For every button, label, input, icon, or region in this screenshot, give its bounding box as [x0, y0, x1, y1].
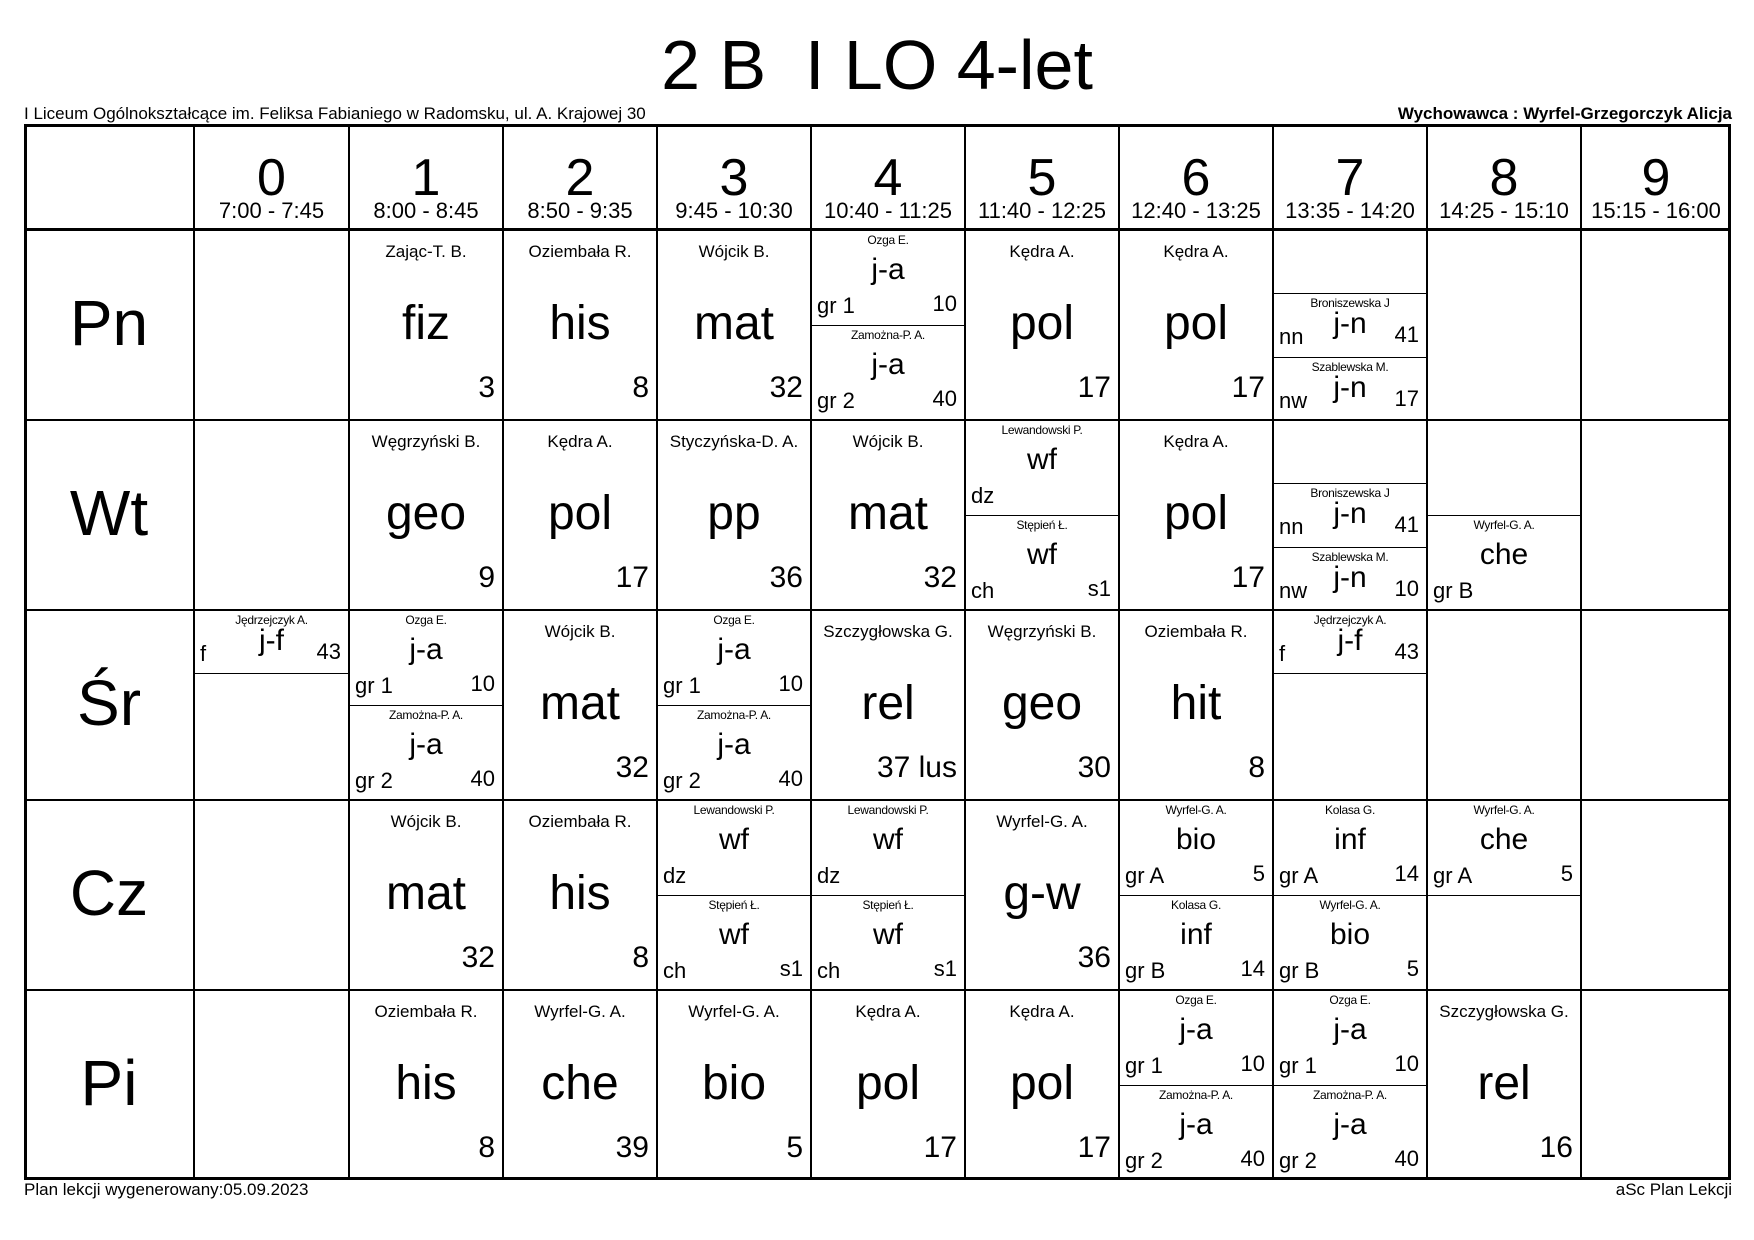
lesson-split	[1273, 293, 1427, 356]
lesson-room: 36	[769, 561, 803, 594]
lesson-subject: his	[549, 867, 611, 920]
class-tutor: Wychowawca : Wyrfel-Grzegorczyk Alicja	[1397, 104, 1732, 123]
split-subject: j-a	[409, 728, 443, 761]
split-teacher: Szablewska M.	[1311, 360, 1389, 374]
lesson-subject: pol	[1009, 297, 1075, 350]
lesson-split	[1119, 800, 1273, 895]
lesson-cell	[503, 420, 657, 610]
split-group: dz	[817, 863, 841, 888]
lesson-split	[194, 610, 349, 673]
lesson-room: 5	[786, 1131, 803, 1164]
lesson-room: 37 lus	[876, 751, 957, 784]
split-group: ch	[971, 578, 995, 603]
lesson-teacher: Węgrzyński B.	[371, 432, 481, 451]
lesson-teacher: Kędra A.	[1163, 242, 1229, 261]
split-subject: j-a	[1333, 1108, 1367, 1141]
split-subject: j-f	[1337, 624, 1363, 657]
lesson-subject: pol	[1163, 487, 1229, 540]
lesson-cell	[503, 990, 657, 1180]
grid-border-left	[24, 124, 27, 1180]
lesson-subject: geo	[1001, 677, 1083, 730]
lesson-cell	[965, 420, 1119, 610]
lesson-split	[811, 895, 965, 990]
split-teacher: Zamożna-P. A.	[1159, 1088, 1233, 1102]
software-credit: aSc Plan Lekcji	[1615, 1180, 1732, 1199]
lesson-split	[1273, 800, 1427, 895]
split-teacher: Szablewska M.	[1311, 550, 1389, 564]
split-subject: wf	[873, 823, 903, 856]
split-subject: che	[1479, 538, 1529, 571]
split-subject: wf	[719, 918, 749, 951]
lesson-room: 17	[1077, 371, 1111, 404]
split-subject: che	[1479, 823, 1529, 856]
lesson-split	[811, 230, 965, 325]
split-divider	[194, 673, 349, 674]
lesson-room: 32	[923, 561, 957, 594]
split-group: gr 1	[1125, 1053, 1163, 1078]
lesson-room: 17	[615, 561, 649, 594]
lesson-cell	[657, 610, 811, 800]
lesson-teacher: Wyrfel-G. A.	[996, 812, 1088, 831]
split-group: gr 2	[355, 768, 393, 793]
lesson-cell	[503, 800, 657, 990]
split-room: 43	[316, 639, 341, 664]
lesson-teacher: Węgrzyński B.	[987, 622, 1097, 641]
split-teacher: Wyrfel-G. A.	[1319, 898, 1381, 912]
split-teacher: Jędrzejczyk A.	[1313, 613, 1387, 627]
split-group: ch	[663, 958, 687, 983]
split-group: gr 1	[355, 673, 393, 698]
split-teacher: Kolasa G.	[1325, 803, 1375, 817]
lesson-room: 8	[478, 1131, 495, 1164]
split-teacher: Zamożna-P. A.	[1313, 1088, 1387, 1102]
split-subject: j-n	[1333, 307, 1367, 340]
lesson-cell	[1273, 230, 1427, 420]
lesson-cell	[349, 420, 503, 610]
split-teacher: Kolasa G.	[1171, 898, 1221, 912]
split-teacher: Jędrzejczyk A.	[235, 613, 308, 627]
day-label: Śr	[77, 667, 141, 739]
split-subject: j-a	[409, 633, 443, 666]
split-subject: wf	[873, 918, 903, 951]
lesson-cell	[503, 610, 657, 800]
lesson-cell	[349, 800, 503, 990]
split-group: f	[1279, 641, 1286, 666]
lesson-room: 9	[478, 561, 495, 594]
split-subject: bio	[1329, 918, 1371, 951]
period-time: 8:00 - 8:45	[373, 198, 479, 223]
lesson-cell	[811, 420, 965, 610]
split-group: gr B	[1125, 958, 1166, 983]
period-time: 7:00 - 7:45	[218, 198, 325, 223]
lesson-cell	[811, 800, 965, 990]
lesson-split	[349, 705, 503, 800]
split-teacher: Stępień Ł.	[1016, 518, 1068, 532]
lesson-teacher: Zając-T. B.	[385, 242, 467, 261]
lesson-cell	[349, 610, 503, 800]
lesson-subject: his	[395, 1057, 457, 1110]
split-subject: inf	[1180, 918, 1212, 951]
split-group: gr 2	[1125, 1148, 1163, 1173]
lesson-cell	[811, 990, 965, 1180]
split-group: dz	[971, 483, 995, 508]
lesson-room: 30	[1077, 751, 1111, 784]
split-group: ch	[817, 958, 841, 983]
lesson-teacher: Wójcik B.	[544, 622, 616, 641]
lesson-split	[1273, 357, 1427, 420]
lesson-split	[1273, 1085, 1427, 1180]
split-teacher: Zamożna-P. A.	[389, 708, 463, 722]
split-teacher: Stępień Ł.	[862, 898, 914, 912]
split-subject: j-n	[1333, 371, 1367, 404]
lesson-cell	[811, 230, 965, 420]
split-subject: wf	[719, 823, 749, 856]
lesson-subject: mat	[693, 297, 774, 350]
lesson-split	[657, 800, 811, 895]
split-subject: bio	[1175, 823, 1217, 856]
period-time: 10:40 - 11:25	[823, 198, 953, 223]
lesson-cell	[965, 610, 1119, 800]
split-room: s1	[1087, 576, 1111, 601]
lesson-cell	[965, 990, 1119, 1180]
lesson-cell	[349, 990, 503, 1180]
split-group: gr A	[1125, 863, 1165, 888]
period-time: 8:50 - 9:35	[527, 198, 633, 223]
lesson-cell	[503, 230, 657, 420]
lesson-teacher: Wójcik B.	[698, 242, 770, 261]
lesson-room: 16	[1539, 1131, 1573, 1164]
lesson-split	[1273, 990, 1427, 1085]
lesson-teacher: Kędra A.	[547, 432, 613, 451]
lesson-cell	[194, 610, 349, 800]
lesson-cell	[1273, 610, 1427, 800]
lesson-room: 32	[769, 371, 803, 404]
lesson-cell	[1273, 420, 1427, 610]
period-time: 14:25 - 15:10	[1439, 198, 1569, 223]
lesson-room: 17	[923, 1131, 957, 1164]
split-room: 5	[1252, 861, 1265, 886]
lesson-split	[1119, 990, 1273, 1085]
lesson-cell	[1273, 990, 1427, 1180]
split-room: 41	[1394, 512, 1419, 537]
lesson-cell	[965, 800, 1119, 990]
split-room: 40	[1240, 1146, 1265, 1171]
lesson-cell	[811, 610, 965, 800]
lesson-teacher: Oziembała R.	[528, 242, 632, 261]
lesson-split	[1273, 895, 1427, 990]
period-number: 0	[257, 149, 286, 207]
lesson-split	[349, 610, 503, 705]
lesson-room: 8	[632, 371, 649, 404]
split-teacher: Ozga E.	[1175, 993, 1217, 1007]
period-number: 5	[1027, 149, 1057, 207]
lesson-split	[1273, 483, 1427, 546]
lesson-subject: che	[541, 1057, 619, 1110]
period-time: 12:40 - 13:25	[1131, 198, 1261, 223]
split-subject: j-a	[1333, 1013, 1367, 1046]
lesson-teacher: Styczyńska-D. A.	[669, 432, 799, 451]
lesson-room: 17	[1231, 371, 1265, 404]
lesson-split	[1273, 610, 1427, 673]
split-group: gr 1	[663, 673, 701, 698]
lesson-subject: his	[549, 297, 611, 350]
lesson-subject: mat	[385, 867, 466, 920]
split-room: 17	[1394, 386, 1419, 411]
split-subject: j-a	[717, 728, 751, 761]
split-room: 10	[1394, 1051, 1419, 1076]
split-teacher: Wyrfel-G. A.	[1165, 803, 1227, 817]
split-room: s1	[933, 956, 957, 981]
split-divider	[1427, 895, 1581, 896]
split-teacher: Lewandowski P.	[1001, 423, 1083, 437]
lesson-room: 17	[1231, 561, 1265, 594]
split-group: nn	[1279, 324, 1304, 349]
lesson-cell	[657, 420, 811, 610]
lesson-subject: geo	[385, 487, 467, 540]
split-room: 10	[932, 291, 957, 316]
lesson-cell	[657, 800, 811, 990]
lesson-room: 17	[1077, 1131, 1111, 1164]
split-subject: inf	[1334, 823, 1366, 856]
lesson-subject: mat	[847, 487, 928, 540]
split-room: 40	[1394, 1146, 1419, 1171]
split-teacher: Wyrfel-G. A.	[1473, 803, 1535, 817]
lesson-subject: rel	[1477, 1057, 1531, 1110]
split-group: gr B	[1433, 578, 1474, 603]
split-subject: wf	[1027, 538, 1057, 571]
lesson-cell	[1119, 610, 1273, 800]
split-room: 14	[1394, 861, 1419, 886]
period-number: 7	[1335, 149, 1365, 207]
lesson-room: 36	[1077, 941, 1111, 974]
lesson-split	[1119, 1085, 1273, 1180]
lesson-cell	[1119, 800, 1273, 990]
period-number: 9	[1641, 149, 1671, 207]
school-name: I Liceum Ogólnokształcące im. Feliksa Fabianiego w Radomsku, ul. A. Krajowej 30	[24, 104, 646, 123]
lesson-cell	[1427, 990, 1581, 1180]
split-room: 5	[1406, 956, 1419, 981]
split-room: 10	[1394, 576, 1419, 601]
generated-date: Plan lekcji wygenerowany:05.09.2023	[24, 1180, 309, 1199]
lesson-cell	[1427, 420, 1581, 610]
split-room: 41	[1394, 322, 1419, 347]
lesson-subject: pol	[547, 487, 613, 540]
split-subject: wf	[1027, 443, 1057, 476]
split-room: 14	[1240, 956, 1265, 981]
lesson-split	[811, 325, 965, 420]
grid-border-right	[1728, 124, 1731, 1180]
split-teacher: Broniszewska J	[1310, 486, 1390, 500]
split-subject: j-f	[259, 624, 284, 657]
split-subject: j-a	[1179, 1108, 1213, 1141]
lesson-teacher: Oziembała R.	[374, 1002, 478, 1021]
split-room: 5	[1560, 861, 1573, 886]
grid-border-top	[24, 124, 1731, 127]
period-time: 11:40 - 12:25	[977, 198, 1107, 223]
split-group: gr 2	[1279, 1148, 1317, 1173]
period-time: 13:35 - 14:20	[1285, 198, 1415, 223]
lesson-room: 3	[478, 371, 495, 404]
lesson-subject: hit	[1170, 677, 1222, 730]
lesson-room: 8	[632, 941, 649, 974]
period-number: 3	[719, 149, 749, 207]
lesson-subject: rel	[861, 677, 915, 730]
split-teacher: Lewandowski P.	[847, 803, 929, 817]
lesson-subject: pol	[855, 1057, 921, 1110]
split-teacher: Ozga E.	[1329, 993, 1371, 1007]
split-teacher: Zamożna-P. A.	[697, 708, 771, 722]
lesson-room: 32	[461, 941, 495, 974]
split-teacher: Zamożna-P. A.	[851, 328, 925, 342]
lesson-cell	[657, 230, 811, 420]
split-group: nw	[1279, 388, 1308, 413]
day-label: Wt	[69, 477, 149, 549]
lesson-teacher: Kędra A.	[1009, 242, 1075, 261]
lesson-split	[965, 420, 1119, 515]
split-room: 40	[932, 386, 957, 411]
split-group: gr B	[1279, 958, 1320, 983]
lesson-subject: bio	[701, 1057, 767, 1110]
period-number: 4	[873, 149, 903, 207]
split-room: 40	[778, 766, 803, 791]
lesson-cell	[657, 990, 811, 1180]
lesson-teacher: Kędra A.	[1163, 432, 1229, 451]
period-number: 8	[1489, 149, 1519, 207]
split-group: dz	[663, 863, 687, 888]
period-number: 2	[565, 149, 595, 207]
lesson-teacher: Kędra A.	[855, 1002, 921, 1021]
lesson-subject: g-w	[1003, 867, 1081, 920]
period-number: 6	[1181, 149, 1211, 207]
split-group: gr A	[1279, 863, 1319, 888]
lesson-teacher: Kędra A.	[1009, 1002, 1075, 1021]
lesson-cell	[1427, 800, 1581, 990]
split-group: f	[200, 641, 207, 666]
split-group: gr 1	[1279, 1053, 1317, 1078]
split-group: nw	[1279, 578, 1308, 603]
split-subject: j-n	[1333, 497, 1367, 530]
split-group: gr 2	[663, 768, 701, 793]
period-time: 15:15 - 16:00	[1591, 198, 1721, 223]
lesson-split	[657, 895, 811, 990]
lesson-cell	[1119, 230, 1273, 420]
split-room: 10	[1240, 1051, 1265, 1076]
lesson-subject: fiz	[402, 297, 450, 350]
lesson-room: 8	[1248, 751, 1265, 784]
lesson-cell	[965, 230, 1119, 420]
split-room: 10	[470, 671, 495, 696]
lesson-subject: pol	[1009, 1057, 1075, 1110]
lesson-split	[811, 800, 965, 895]
split-group: gr A	[1433, 863, 1473, 888]
lesson-teacher: Szczygłowska G.	[1439, 1002, 1569, 1021]
lesson-teacher: Wójcik B.	[852, 432, 924, 451]
lesson-split	[1119, 895, 1273, 990]
split-subject: j-a	[1179, 1013, 1213, 1046]
lesson-subject: pp	[707, 487, 761, 540]
split-teacher: Ozga E.	[405, 613, 447, 627]
split-teacher: Stępień Ł.	[708, 898, 760, 912]
lesson-teacher: Wyrfel-G. A.	[688, 1002, 780, 1021]
split-room: s1	[779, 956, 803, 981]
split-group: gr 1	[817, 293, 855, 318]
lesson-teacher: Oziembała R.	[1144, 622, 1248, 641]
split-teacher: Ozga E.	[713, 613, 755, 627]
lesson-teacher: Szczygłowska G.	[823, 622, 953, 641]
lesson-room: 39	[615, 1131, 649, 1164]
lesson-teacher: Wyrfel-G. A.	[534, 1002, 626, 1021]
lesson-split	[657, 705, 811, 800]
day-label: Pi	[80, 1047, 138, 1119]
lesson-cell	[1273, 800, 1427, 990]
split-divider	[1273, 673, 1427, 674]
lesson-split	[1427, 515, 1581, 610]
split-teacher: Wyrfel-G. A.	[1473, 518, 1535, 532]
split-room: 40	[470, 766, 495, 791]
split-room: 10	[778, 671, 803, 696]
period-number: 1	[411, 149, 441, 207]
lesson-cell	[1119, 990, 1273, 1180]
lesson-subject: mat	[539, 677, 620, 730]
split-subject: j-a	[717, 633, 751, 666]
split-group: gr 2	[817, 388, 855, 413]
lesson-split	[1273, 547, 1427, 610]
lesson-cell	[349, 230, 503, 420]
split-subject: j-a	[871, 348, 905, 381]
lesson-room: 32	[615, 751, 649, 784]
day-label: Cz	[69, 857, 149, 929]
lesson-cell	[1119, 420, 1273, 610]
split-group: nn	[1279, 514, 1304, 539]
split-room: 43	[1394, 639, 1419, 664]
split-teacher: Ozga E.	[867, 233, 909, 247]
lesson-teacher: Wójcik B.	[390, 812, 462, 831]
day-label: Pn	[69, 287, 149, 359]
lesson-split	[657, 610, 811, 705]
period-time: 9:45 - 10:30	[675, 198, 793, 223]
split-teacher: Broniszewska J	[1310, 296, 1390, 310]
lesson-subject: pol	[1163, 297, 1229, 350]
split-teacher: Lewandowski P.	[693, 803, 775, 817]
split-subject: j-a	[871, 253, 905, 286]
split-subject: j-n	[1333, 561, 1367, 594]
lesson-split	[965, 515, 1119, 610]
page-title: 2 B I LO 4-let	[661, 26, 1093, 104]
lesson-split	[1427, 800, 1581, 895]
lesson-teacher: Oziembała R.	[528, 812, 632, 831]
